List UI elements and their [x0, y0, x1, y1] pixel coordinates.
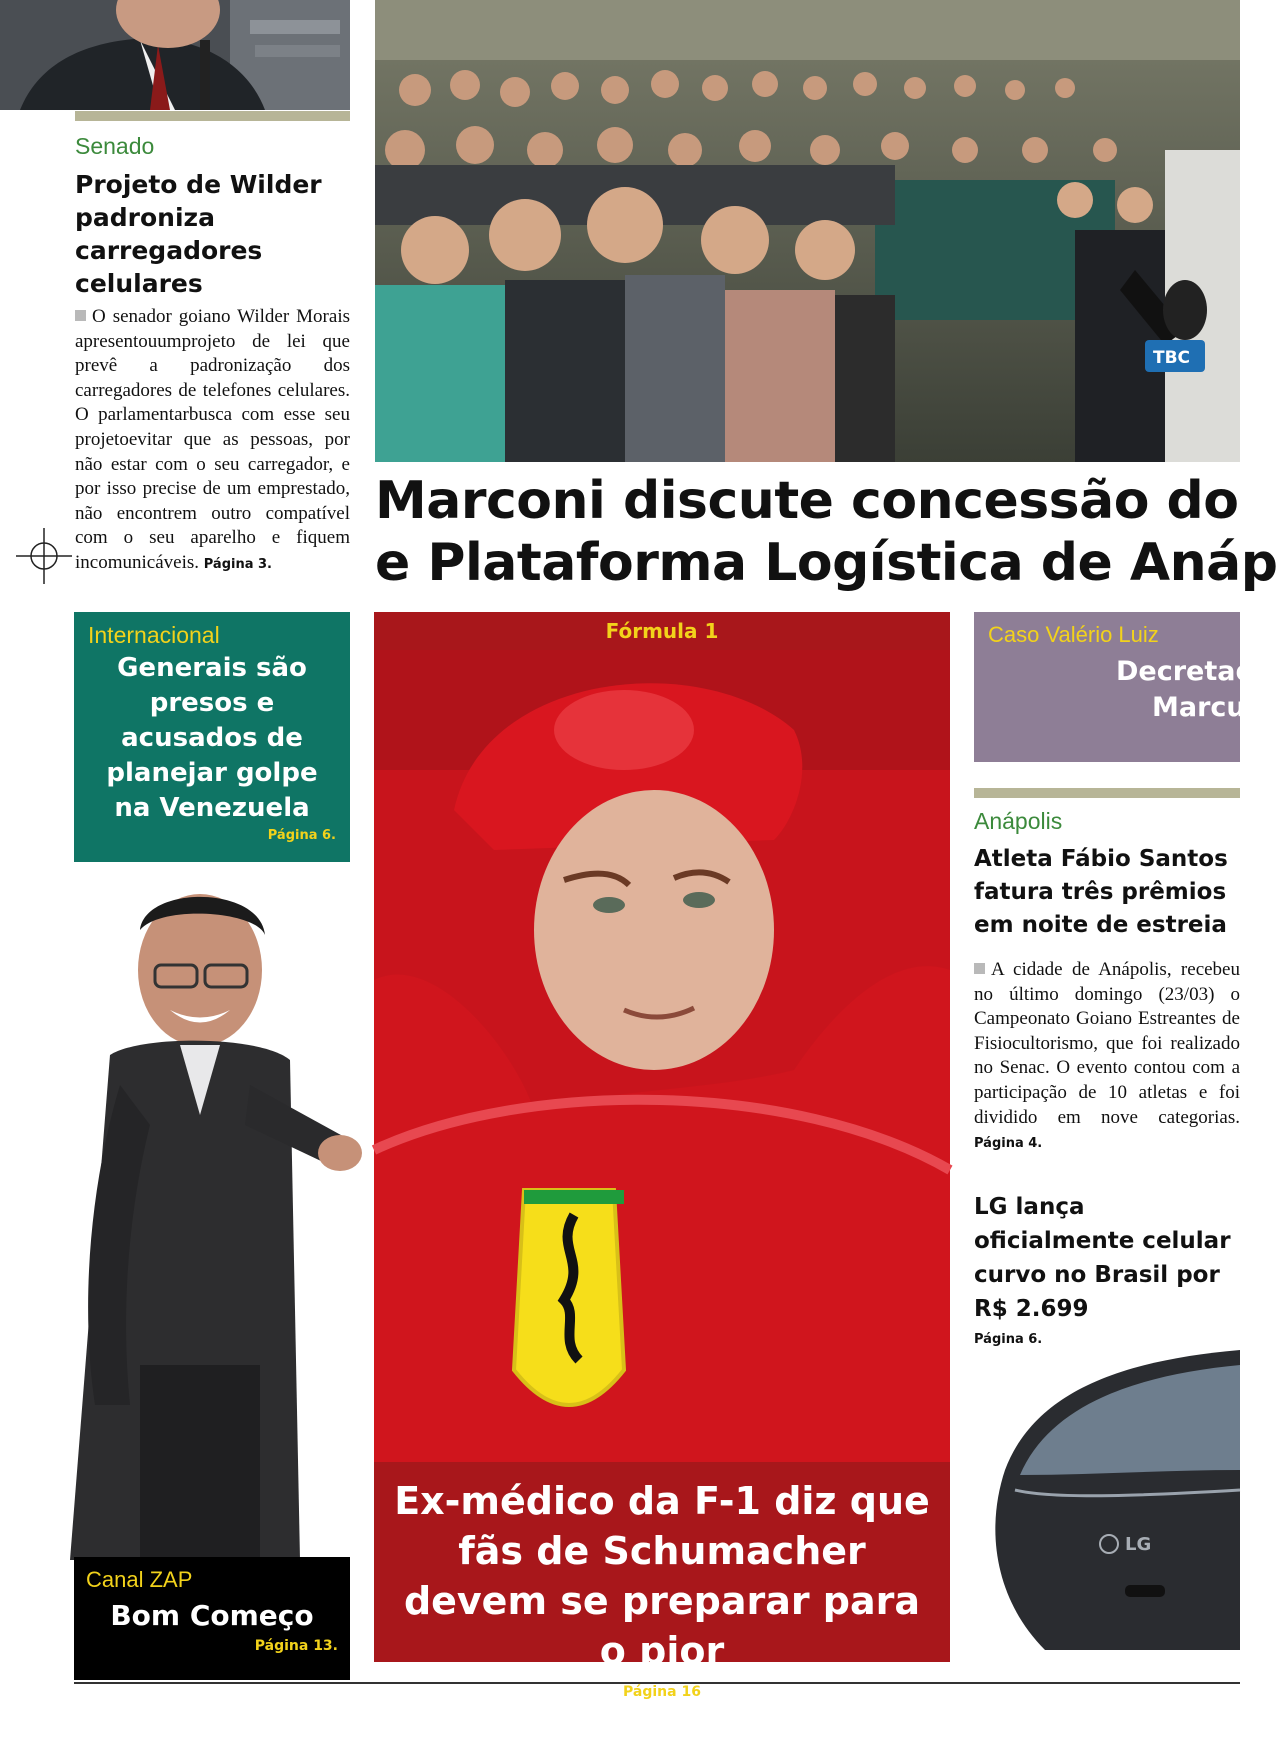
formula1-kicker-bar: [374, 612, 950, 650]
bullet-icon: [974, 963, 985, 974]
lg-headline[interactable]: LG lança oficialmente celular curvo no Brasil por R$ 2.699: [974, 1194, 1231, 1322]
caso-valerio-kicker: Caso Valério Luiz: [988, 622, 1159, 647]
senado-headline[interactable]: Projeto de Wilder padroniza carregadores celulares: [75, 170, 322, 298]
presenter-photo: [50, 885, 360, 1560]
schumacher-photo: [374, 650, 950, 1462]
senado-rule: [75, 111, 350, 121]
anapolis-body: [974, 958, 1240, 1157]
anapolis-body-text: A cidade de Anápolis, recebeu no último domingo (23/03) o Campeonato Goiano Estreantes de Fisiocultorismo, que foi realizado no Senac. O evento contou com a participação de 10 atletas e foi dividido em nove categorias.: [974, 959, 1240, 1128]
main-headline-line1: Marconi discute concessão do: [375, 471, 1239, 531]
internacional-headline: Generais são presos e acusados de planejar golpe na Venezuela: [106, 653, 318, 823]
anapolis-page-ref[interactable]: Página 4.: [974, 1136, 1043, 1152]
lg-phone-brand: LG: [1125, 1534, 1152, 1555]
senado-page-ref[interactable]: Página 3.: [203, 556, 272, 572]
caso-valerio-headline-line1: Decretad: [1116, 656, 1255, 687]
main-event-photo: [375, 0, 1240, 462]
main-headline[interactable]: [375, 470, 1277, 600]
anapolis-rule: [974, 788, 1240, 798]
internacional-page-ref: Página 6.: [267, 828, 336, 843]
canal-zap-headline: Bom Começo: [110, 1599, 314, 1632]
senado-body-text: O senador goiano Wilder Morais apresentouumprojeto de lei que prevê a padronização dos carregadores de telefones celulares. O parlamentarbusca com esse seu projetoevitar que as pessoas, por não estar com o seu carregador, e por isso precise de um emprestado, não encontrem outro compatível com o seu aparelho e fiquem incomunicáveis.: [75, 306, 350, 573]
lg-phone-photo: [975, 1350, 1240, 1650]
bullet-icon: [75, 310, 86, 321]
formula1-kicker: Fórmula 1: [605, 619, 719, 643]
internacional-box[interactable]: [74, 612, 350, 862]
anapolis-kicker: Anápolis: [974, 808, 1063, 834]
anapolis-headline[interactable]: Atleta Fábio Santos fatura três prêmios em noite de estreia: [974, 846, 1228, 938]
mic-label: TBC: [1153, 348, 1191, 368]
crop-mark-icon: [16, 528, 72, 584]
senator-photo: [0, 0, 350, 110]
bottom-rule: [74, 1682, 1240, 1684]
canal-zap-kicker: Canal ZAP: [86, 1567, 193, 1592]
caso-valerio-box[interactable]: [974, 612, 1262, 762]
caso-valerio-headline-line2: Marcus: [1152, 692, 1262, 723]
formula1-box[interactable]: [374, 1462, 950, 1700]
internacional-kicker: Internacional: [88, 622, 220, 648]
main-headline-line2: e Plataforma Logística de Anáp: [375, 533, 1277, 593]
senado-body: [75, 305, 350, 578]
canal-zap-box[interactable]: [74, 1557, 350, 1680]
formula1-page-ref: Página 16: [623, 1684, 701, 1700]
senado-kicker: Senado: [75, 133, 155, 159]
formula1-headline: Ex-médico da F-1 diz que fãs de Schumacher devem se preparar para o pior: [394, 1479, 930, 1673]
canal-zap-page-ref: Página 13.: [254, 1638, 338, 1654]
lg-page-ref[interactable]: Página 6.: [974, 1332, 1043, 1347]
